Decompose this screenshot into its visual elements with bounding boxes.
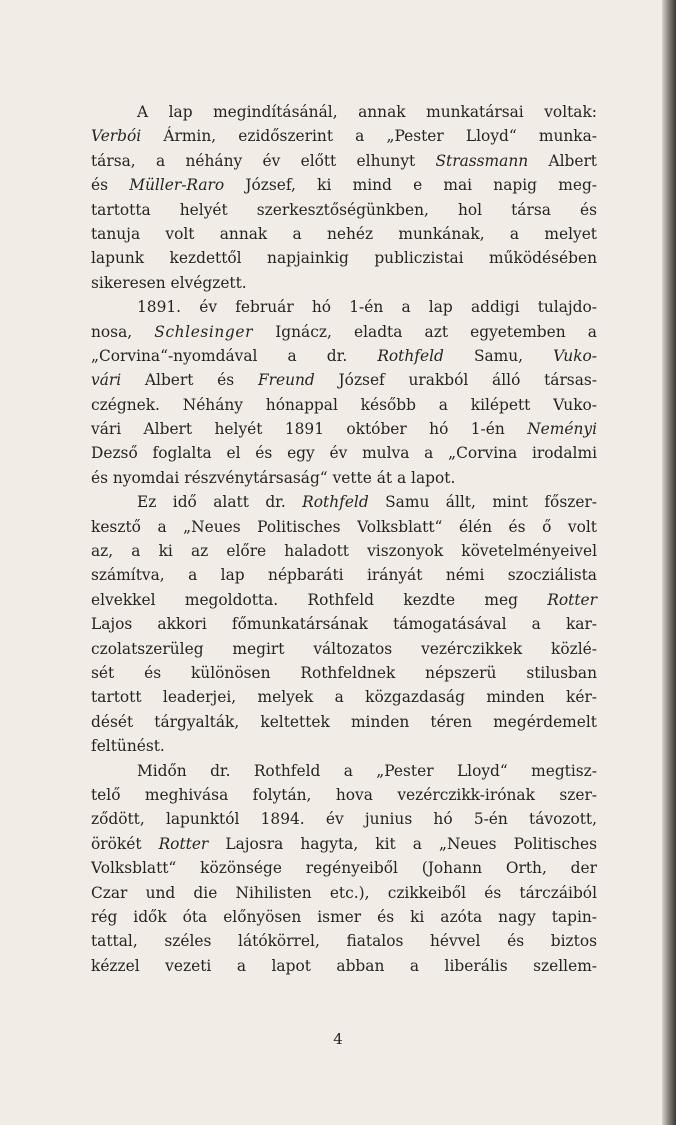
text-line [91,344,597,368]
text-line [91,271,597,295]
emphasized-name: Strassmann [435,151,529,170]
text-line [91,759,597,783]
text-segment: örökét [91,834,159,853]
text-line [91,734,597,758]
text-segment: elvekkel megoldotta. Rothfeld kezdte meg [91,590,548,609]
text-line [91,905,597,929]
text-segment: társa, a néhány év előtt elhunyt [91,151,436,170]
text-line [91,124,597,148]
text-segment: czégnek. Néhány hónappal később a kilépett Vuko- [91,395,597,414]
book-spine-shadow [662,0,676,1125]
text-line [91,856,597,880]
text-segment: Lajos akkori főmunkatársának támogatásával a kar- [91,615,597,634]
text-segment: Czar und die Nihilisten etc.), czikkeiből és tárczáiból [91,883,597,902]
text-line [91,661,597,685]
text-segment: 1891. év február hó 1-én a lap addigi tulajdo- [137,298,597,317]
page-text [91,100,597,978]
text-segment: sikeresen elvégzett. [91,273,247,292]
text-segment: ződött, lapunktól 1894. év junius hó 5-én távozott, [91,810,597,829]
text-line [91,368,597,392]
text-segment: vári Albert helyét 1891 október hó 1-én [91,420,528,439]
text-segment: Albert [528,151,597,170]
text-segment: Samu, [443,346,554,365]
emphasized-name: Verbói [91,127,142,146]
text-line [91,173,597,197]
text-segment: kézzel vezeti a lapot abban a liberális szellem- [91,956,597,975]
text-segment: Ignácz, eladta azt egyetemben a [253,322,597,341]
text-line [91,441,597,465]
text-segment: czolatszerüleg megirt változatos vezérczikkek közlé- [91,639,597,658]
text-line [91,246,597,270]
text-segment: Ármin, ezidőszerint a „Pester Lloyd“ munka- [141,127,597,146]
text-segment: József, ki mind e mai napig meg- [224,176,597,195]
emphasized-name: Rotter [158,834,209,853]
text-segment: József urakból álló társas- [314,371,597,390]
text-segment: kesztő a „Neues Politisches Volksblatt“ élén és ő volt [91,517,597,536]
text-line [91,588,597,612]
emphasized-name: Müller-Raro [129,176,225,195]
emphasized-name: Freund [257,371,315,390]
text-segment: Dezső foglalta el és egy év mulva a „Corvina irodalmi [91,444,597,463]
text-line [91,320,597,344]
text-line [91,710,597,734]
text-line [91,637,597,661]
text-segment: és [91,176,130,195]
text-segment: rég idők óta előnyösen ismer és ki azóta nagy tapin- [91,907,597,926]
emphasized-name: Rothfeld [302,493,369,512]
text-segment: Albert és [121,371,258,390]
text-line [91,295,597,319]
text-line [91,685,597,709]
text-segment: nosa, [91,322,155,341]
text-segment: tartott leaderjei, melyek a közgazdaság minden kér- [91,688,597,707]
emphasized-name: Schlesinger [154,322,254,341]
text-line [91,539,597,563]
text-segment: Samu állt, mint főszer- [368,493,597,512]
text-line [91,222,597,246]
text-segment: Midőn dr. Rothfeld a „Pester Lloyd“ megtisz- [137,761,597,780]
text-segment: dését tárgyalták, keltettek minden téren megérdemelt [91,712,597,731]
emphasized-name: Rotter [547,590,597,609]
text-segment: és nyomdai részvénytársaság“ vette át a lapot. [91,468,456,487]
text-line [91,466,597,490]
emphasized-name: Vuko- [553,346,597,365]
text-line [91,490,597,514]
text-segment: tartotta helyét szerkesztőségünkben, hol társa és [91,200,597,219]
text-line [91,783,597,807]
text-line [91,149,597,173]
emphasized-name: Neményi [527,420,597,439]
text-line [91,100,597,124]
text-line [91,881,597,905]
text-segment: feltünést. [91,737,165,756]
text-segment: tattal, széles látókörrel, fiatalos hévvel és biztos [91,932,597,951]
text-segment: az, a ki az előre haladott viszonyok követelményeivel [91,542,597,561]
text-segment: A lap megindításánál, annak munkatársai voltak: [137,103,597,121]
emphasized-name: vári [91,371,122,390]
text-segment: tanuja volt annak a nehéz munkának, a melyet [91,224,597,243]
text-line [91,832,597,856]
text-line [91,198,597,222]
text-line [91,929,597,953]
text-segment: Ez idő alatt dr. [137,493,303,512]
emphasized-name: Rothfeld [377,346,444,365]
text-segment: Lajosra hagyta, kit a „Neues Politisches [208,834,597,853]
page-number: 4 [333,1030,343,1048]
text-segment: „Corvina“-nyomdával a dr. [91,346,378,365]
text-segment: sét és különösen Rothfeldnek népszerü stilusban [91,663,597,682]
text-segment: telő meghivása folytán, hova vezérczikk-irónak szer- [91,785,597,804]
text-line [91,563,597,587]
text-line [91,515,597,539]
text-segment: Volksblatt“ közönsége regényeiből (Johann Orth, der [91,859,597,878]
text-segment: számítva, a lap népbaráti irányát némi szocziálista [91,566,597,585]
text-segment: lapunk kezdettől napjainkig publiczistai működésében [91,249,597,268]
text-line [91,393,597,417]
text-line [91,807,597,831]
text-line [91,954,597,978]
text-line [91,612,597,636]
text-line [91,417,597,441]
